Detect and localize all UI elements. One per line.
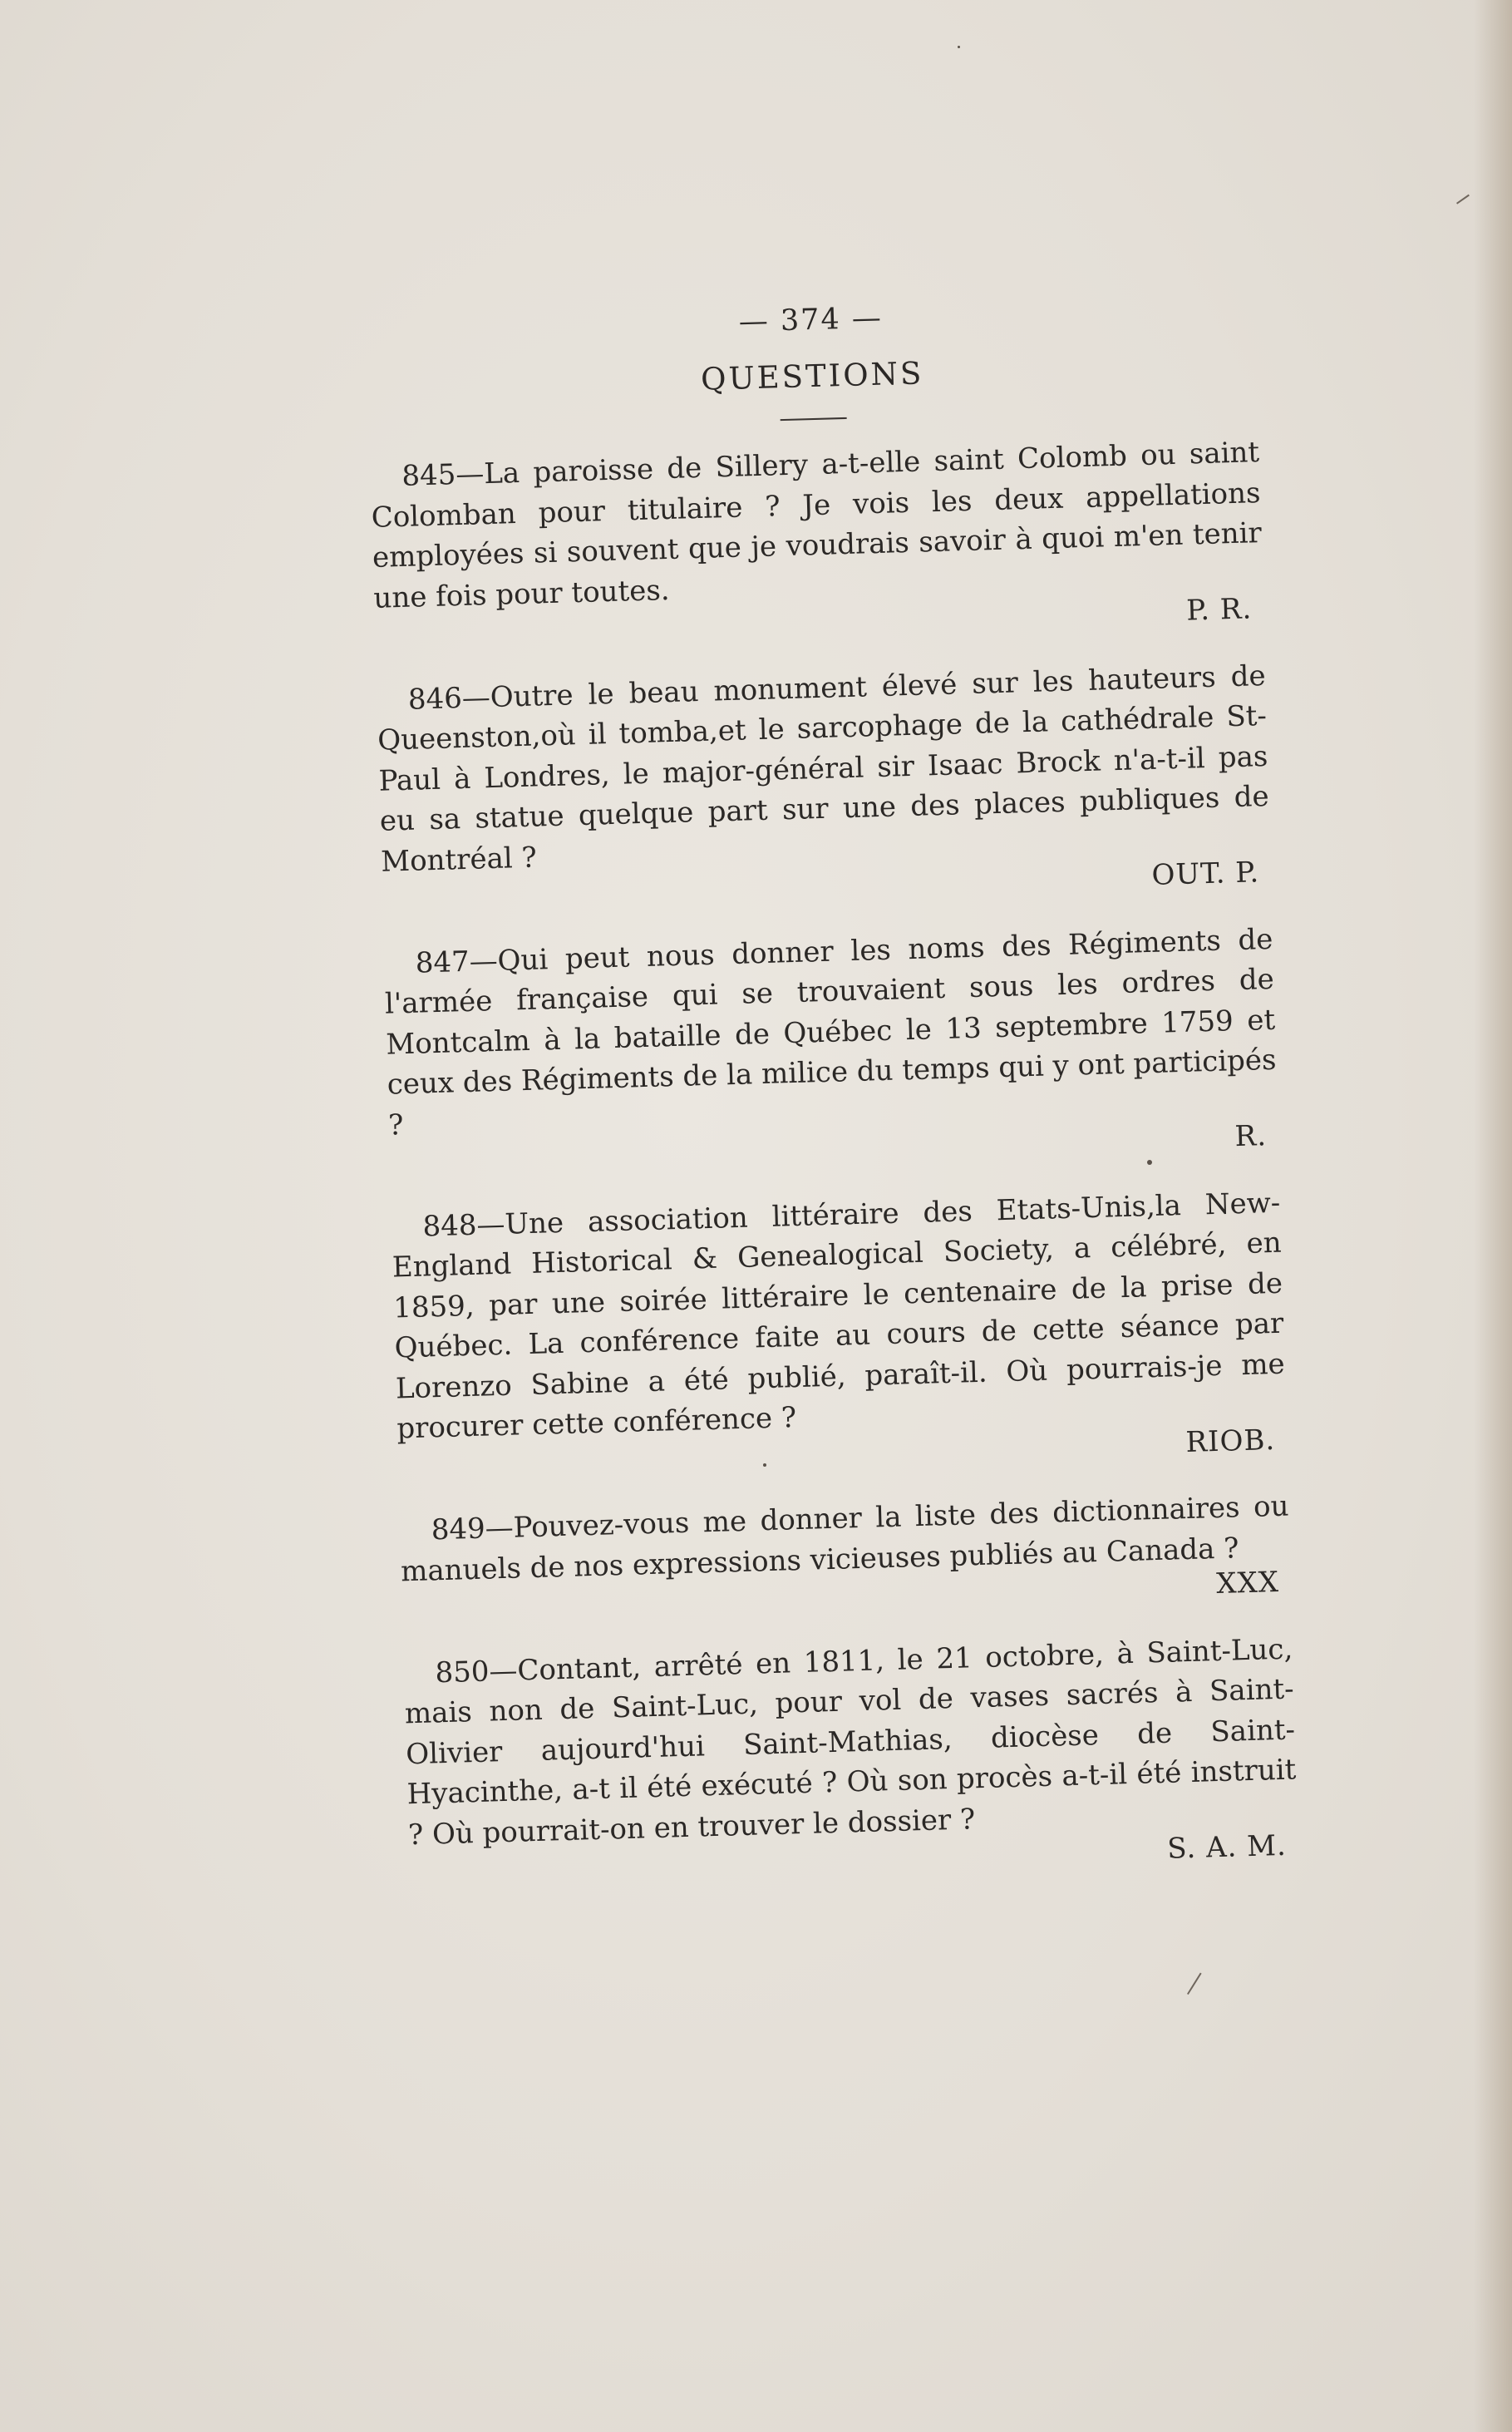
question-entry: [403, 1629, 1299, 1891]
question-text: 850—Contant, arrêté en 1811, le 21 octobre, à Saint-Luc, mais non de Saint-Luc, pour vol de vases sacrés à Saint-Olivier aujourd'hui Saint-Mathias, diocèse de Saint-Hyacinthe, a-t il été exécuté ? Où son procès a-t-il été instruit ? Où pourrait-on en trouver le dossier ?: [404, 1631, 1297, 1852]
question-entry: [370, 432, 1264, 654]
question-entry: [391, 1182, 1288, 1484]
question-signature: R.: [1234, 1119, 1268, 1154]
question-signature: OUT. P.: [1150, 856, 1260, 892]
page-number: — 374 —: [738, 301, 884, 339]
question-signature: XXX: [1215, 1565, 1280, 1601]
question-text: 846—Outre le beau monument élevé sur les hauteurs de Queenston,où il tomba,et le sarcophage de la cathédrale St-Paul à Londres, le major-général sir Isaac Brock n'a-t-il pas eu sa statue quelque part sur une des places publiques de Montréal ?: [377, 659, 1270, 879]
page-content: [366, 291, 1299, 1917]
page-edge-shadow: [1474, 0, 1512, 2432]
paper-speck: [958, 46, 960, 48]
question-entry: [399, 1487, 1291, 1627]
paper-mark: [1187, 1973, 1202, 1995]
question-text: 849—Pouvez-vous me donner la liste des dictionnaires ou manuels de nos expressions vicieuses publiés au Canada ?: [400, 1489, 1289, 1588]
paper-mark: [1456, 195, 1470, 205]
section-title: QUESTIONS: [700, 355, 924, 397]
question-entry: [383, 919, 1279, 1181]
question-text: 845—La paroisse de Sillery a-t-elle saint Colomb ou saint Colomban pour titulaire ? Je vois les deux appellations employées si souvent que je voudrais savoir à quoi m'en tenir une fois pour toutes.: [371, 436, 1263, 615]
title-divider: [781, 417, 847, 421]
question-text: 848—Une association littéraire des Etats-Unis,la New-England Historical & Genealogical Society, a célébré, en 1859, par une soirée littéraire le centenaire de la prise de Québec. La conférence faite au cours de cette séance par Lorenzo Sabine a été publié, paraît-il. Où pourrais-je me procurer cette conférence ?: [392, 1186, 1286, 1446]
question-entry: [376, 655, 1272, 917]
question-signature: P. R.: [1185, 592, 1253, 628]
question-text: 847—Qui peut nous donner les noms des Régiments de l'armée française qui se trouvaient sous les ordres de Montcalm à la bataille de Québec le 13 septembre 1759 et ceux des Régiments de la milice du temps qui y ont participés ?: [384, 922, 1277, 1142]
question-signature: S. A. M.: [1166, 1828, 1288, 1866]
question-signature: RIOB.: [1184, 1423, 1276, 1459]
